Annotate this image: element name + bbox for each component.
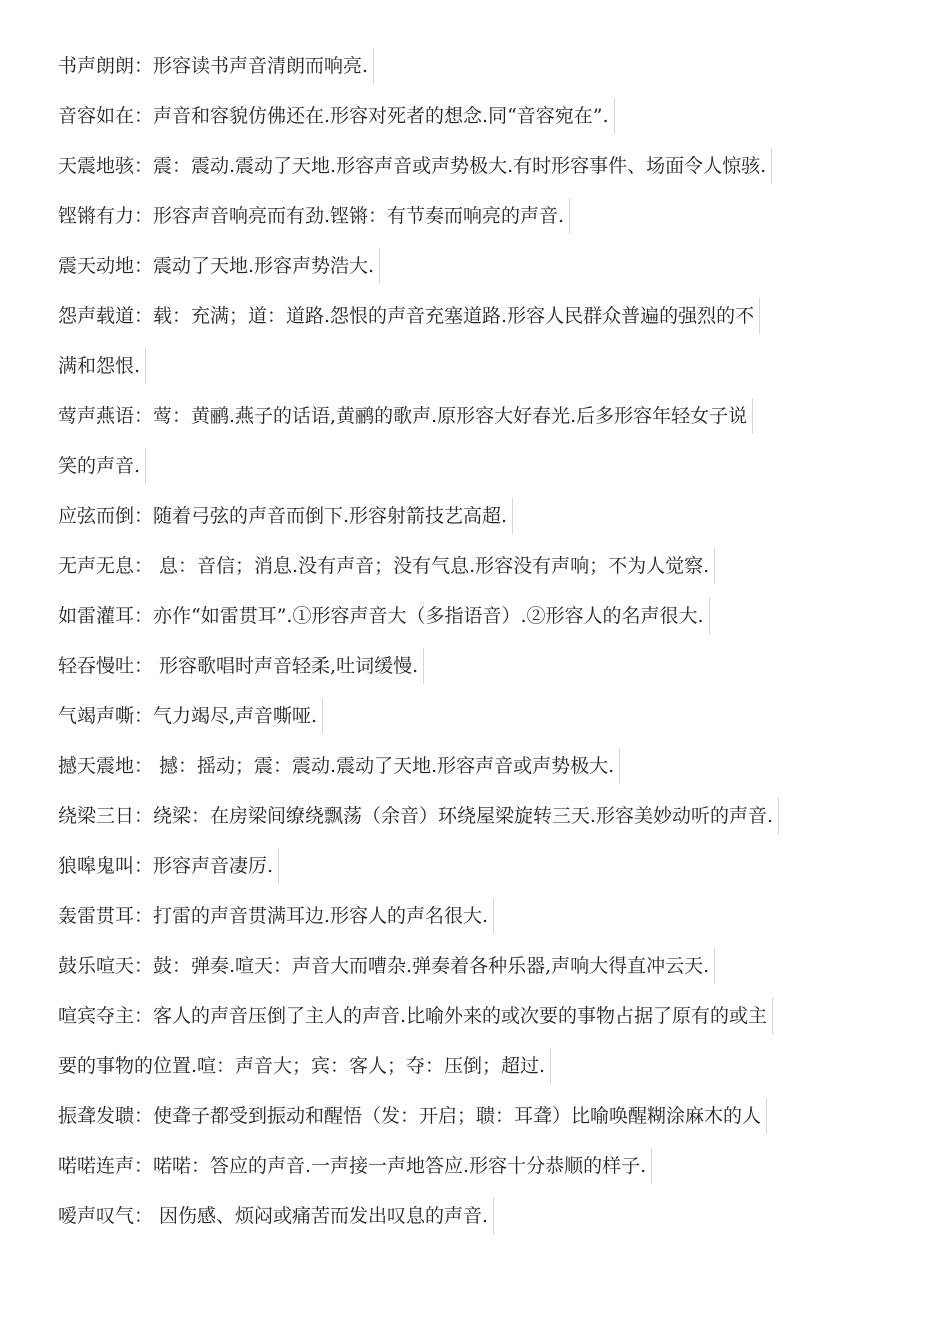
text-line: [58, 690, 894, 740]
line-text: 撼天震地： 撼：摇动；震：震动.震动了天地.形容声音或声势极大.: [58, 748, 620, 784]
line-text: 鼓乐喧天：鼓：弹奏.喧天：声音大而嘈杂.弹奏着各种乐器,声响大得直冲云天.: [58, 948, 715, 984]
line-text: 喧宾夺主：客人的声音压倒了主人的声音.比喻外来的或次要的事物占据了原有的或主: [58, 998, 773, 1034]
line-text: 振聋发聩：使聋子都受到振动和醒悟（发：开启；聩：耳聋）比喻唤醒糊涂麻木的人: [58, 1098, 767, 1134]
text-line: [58, 1040, 894, 1090]
text-line: [58, 90, 894, 140]
line-text: 要的事物的位置.喧：声音大；宾：客人；夺：压倒；超过.: [58, 1048, 551, 1084]
line-text: 无声无息： 息：音信；消息.没有声音；没有气息.形容没有声响；不为人觉察.: [58, 548, 715, 584]
text-line: [58, 140, 894, 190]
text-line: [58, 740, 894, 790]
idiom-list: [58, 40, 894, 1240]
line-text: 气竭声嘶：气力竭尽,声音嘶哑.: [58, 698, 323, 734]
text-line: [58, 440, 894, 490]
text-line: [58, 790, 894, 840]
line-text: 笑的声音.: [58, 448, 146, 484]
text-line: [58, 840, 894, 890]
text-line: [58, 340, 894, 390]
line-text: 轰雷贯耳：打雷的声音贯满耳边.形容人的声名很大.: [58, 898, 494, 934]
line-text: 如雷灌耳：亦作“如雷贯耳”.①形容声音大（多指语音）.②形容人的名声很大.: [58, 598, 710, 634]
text-line: [58, 1140, 894, 1190]
line-text: 铿锵有力：形容声音响亮而有劲.铿锵：有节奏而响亮的声音.: [58, 198, 570, 234]
text-line: [58, 290, 894, 340]
text-line: [58, 490, 894, 540]
text-line: [58, 990, 894, 1040]
line-text: 音容如在：声音和容貌仿佛还在.形容对死者的想念.同“音容宛在”.: [58, 98, 615, 134]
line-text: 绕梁三日：绕梁：在房梁间缭绕飘荡（余音）环绕屋梁旋转三天.形容美妙动听的声音.: [58, 798, 779, 834]
line-text: 震天动地：震动了天地.形容声势浩大.: [58, 248, 380, 284]
text-line: [58, 640, 894, 690]
text-line: [58, 1190, 894, 1240]
text-line: [58, 1090, 894, 1140]
line-text: 喏喏连声：喏喏：答应的声音.一声接一声地答应.形容十分恭顺的样子.: [58, 1148, 652, 1184]
line-text: 书声朗朗：形容读书声音清朗而响亮.: [58, 48, 374, 84]
line-text: 满和怨恨.: [58, 348, 146, 384]
text-line: [58, 890, 894, 940]
text-line: [58, 540, 894, 590]
line-text: 天震地骇：震：震动.震动了天地.形容声音或声势极大.有时形容事件、场面令人惊骇.: [58, 148, 772, 184]
line-text: 狼嗥鬼叫：形容声音凄厉.: [58, 848, 279, 884]
text-line: [58, 190, 894, 240]
line-text: 怨声载道：载：充满；道：道路.怨恨的声音充塞道路.形容人民群众普遍的强烈的不: [58, 298, 760, 334]
text-line: [58, 240, 894, 290]
line-text: 嗳声叹气： 因伤感、烦闷或痛苦而发出叹息的声音.: [58, 1198, 494, 1234]
line-text: 莺声燕语：莺：黄鹂.燕子的话语,黄鹂的歌声.原形容大好春光.后多形容年轻女子说: [58, 398, 753, 434]
text-line: [58, 940, 894, 990]
text-line: [58, 40, 894, 90]
line-text: 轻吞慢吐： 形容歌唱时声音轻柔,吐词缓慢.: [58, 648, 424, 684]
text-line: [58, 390, 894, 440]
line-text: 应弦而倒：随着弓弦的声音而倒下.形容射箭技艺高超.: [58, 498, 513, 534]
text-line: [58, 590, 894, 640]
